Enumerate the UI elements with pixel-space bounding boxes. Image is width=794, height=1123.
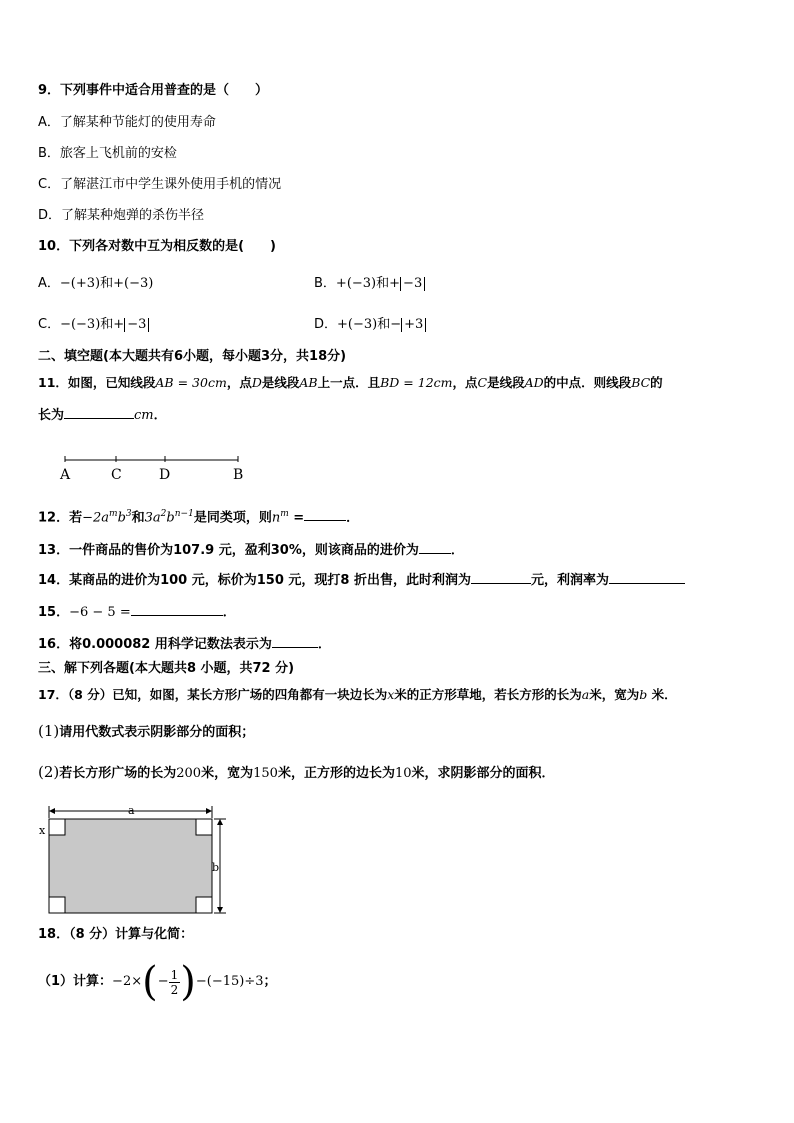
option-label: A． xyxy=(38,276,60,291)
math-expression: 3a xyxy=(144,510,161,526)
q9-stem: 9．下列事件中适合用普查的是（ ） xyxy=(38,83,269,98)
side-label-x: x xyxy=(39,824,46,837)
math-expression: −(+3) xyxy=(59,276,101,291)
q16-stem xyxy=(38,635,331,653)
exponent: m xyxy=(109,509,118,519)
answer-blank[interactable] xyxy=(64,406,134,419)
q12-text: ． xyxy=(346,510,360,526)
q17-text: 米，宽为 xyxy=(589,687,640,702)
connector-text: 和 xyxy=(100,317,114,332)
q11-text: ． xyxy=(153,408,167,423)
q17-text: 请用代数式表示阴影部分的面积； xyxy=(59,725,255,740)
point-label-c: C xyxy=(111,467,122,483)
math-expression: +(−3) xyxy=(335,276,377,291)
q12-text: = xyxy=(288,510,305,526)
math-expression: D xyxy=(251,375,262,390)
corner-square-bottom-left xyxy=(49,897,65,913)
q14-text: 14．某商品的进价为100 元，标价为150 元，现打8 折出售，此时利润为 xyxy=(38,573,471,588)
q10-option-a xyxy=(38,276,153,292)
left-paren: ( xyxy=(142,959,158,1005)
q11-text: 上一点．且 xyxy=(317,375,381,390)
math-expression: C xyxy=(477,375,488,390)
absolute-value: −3 xyxy=(124,318,149,332)
math-expression: AD xyxy=(524,375,544,390)
q10-option-d xyxy=(314,317,426,333)
section-heading-solve: 三、解下列各题(本大题共8 小题，共72 分) xyxy=(38,661,295,676)
math-expression: −2× xyxy=(112,974,143,989)
q11-answer-line xyxy=(38,406,167,424)
connector-text: 和 xyxy=(377,317,391,332)
q10-option-c xyxy=(38,317,149,333)
absolute-value: +3 xyxy=(401,318,426,332)
q11-text: 的 xyxy=(650,375,663,390)
option-label: D． xyxy=(314,317,338,332)
width-label-b: b xyxy=(212,861,220,874)
math-expression: +(−3) xyxy=(113,276,154,291)
math-expression: −2a xyxy=(82,510,110,526)
answer-blank[interactable] xyxy=(131,603,223,616)
rectangle-square-figure xyxy=(36,800,236,920)
connector-text: 和 xyxy=(376,276,390,291)
math-expression: −(−3) xyxy=(60,317,101,332)
q18-stem: 18．（8 分）计算与化简： xyxy=(38,927,194,942)
number-value: 150 xyxy=(253,766,278,781)
q12-text: 是同类项，则 xyxy=(193,510,272,526)
math-expression: +(−3) xyxy=(337,317,378,332)
math-expression: b xyxy=(117,510,126,526)
q17-text: 17．（8 分）已知，如图，某长方形广场的四角都有一块边长为 xyxy=(38,687,388,702)
q15-text: ． xyxy=(222,605,236,620)
q10-option-b xyxy=(314,276,425,292)
math-expression: n xyxy=(271,510,281,526)
q13-text: ． xyxy=(450,543,464,558)
math-expression: b xyxy=(166,510,175,526)
q17-text: 米的正方形草地，若长方形的长为 xyxy=(394,687,582,702)
answer-blank[interactable] xyxy=(609,571,685,584)
exponent: n−1 xyxy=(174,509,194,519)
option-label: B． xyxy=(314,276,336,291)
connector-text: 和 xyxy=(100,276,114,291)
q11-stem xyxy=(38,375,663,391)
q17-part1 xyxy=(38,723,254,741)
q15-stem xyxy=(38,603,236,621)
q18-text: ； xyxy=(263,974,277,989)
sign: + xyxy=(389,276,401,291)
q13-text: 13．一件商品的售价为107.9 元，盈利30%，则该商品的进价为 xyxy=(38,543,419,558)
q11-text: ，点 xyxy=(452,375,478,390)
math-sign: − xyxy=(157,974,169,989)
exponent: 3 xyxy=(125,509,132,519)
corner-square-top-left xyxy=(49,819,65,835)
q17-text: 米，正方形的边长为 xyxy=(277,766,395,781)
section-heading-fill-in: 二、填空题(本大题共有6小题，每小题3分，共18分) xyxy=(38,349,347,364)
point-label-d: D xyxy=(159,467,171,483)
option-label: C． xyxy=(38,317,61,332)
q17-stem xyxy=(38,687,677,703)
math-expression: −6 − 5 = xyxy=(69,605,131,620)
q12-text: 和 xyxy=(131,510,145,526)
q17-text: 米． xyxy=(647,687,677,702)
q9-option-d: D．了解某种炮弹的杀伤半径 xyxy=(38,208,205,223)
q16-text: ． xyxy=(317,637,331,652)
q9-option-a: A．了解某种节能灯的使用寿命 xyxy=(38,115,216,130)
point-label-a: A xyxy=(60,467,71,483)
right-paren: ) xyxy=(180,959,196,1005)
part-number: (2) xyxy=(38,763,60,781)
math-variable: a xyxy=(581,687,590,702)
shaded-rectangle xyxy=(49,819,212,913)
exponent: m xyxy=(280,509,289,519)
q17-text: 米，宽为 xyxy=(201,766,254,781)
q10-stem: 10．下列各对数中互为相反数的是( ) xyxy=(38,239,276,254)
q15-text: 15． xyxy=(38,605,70,620)
number-value: 200 xyxy=(176,766,202,781)
q12-stem xyxy=(38,506,359,526)
sign: − xyxy=(390,317,402,332)
math-expression: BD = 12cm xyxy=(380,375,453,390)
q11-text: ，点 xyxy=(226,375,252,390)
q17-text: 若长方形广场的长为 xyxy=(59,766,177,781)
q11-text: 是线段 xyxy=(261,375,300,390)
q11-text: 长为 xyxy=(38,408,65,423)
answer-blank[interactable] xyxy=(419,541,451,554)
math-variable: b xyxy=(639,687,648,702)
q13-stem xyxy=(38,541,464,559)
q14-text: 元，利润率为 xyxy=(531,573,610,588)
number-value: 10 xyxy=(394,766,412,781)
math-expression: AB xyxy=(299,375,318,390)
exponent: 2 xyxy=(160,509,167,519)
unit-label: cm xyxy=(134,408,154,423)
q18-text: （1）计算： xyxy=(38,974,113,989)
q17-text: 米，求阴影部分的面积． xyxy=(411,766,555,781)
answer-blank[interactable] xyxy=(304,508,346,521)
length-label-a: a xyxy=(128,804,135,817)
q9-option-c: C．了解湛江市中学生课外使用手机的情况 xyxy=(38,177,282,192)
q9-option-b: B．旅客上飞机前的安检 xyxy=(38,146,177,161)
q14-stem xyxy=(38,571,685,589)
math-variable: x xyxy=(387,687,395,702)
math-expression: (−15)÷3 xyxy=(206,974,264,989)
q11-text: 11．如图，已知线段 xyxy=(38,375,156,390)
q16-text: 16．将0.000082 用科学记数法表示为 xyxy=(38,637,272,652)
q12-text: 12．若 xyxy=(38,510,83,526)
corner-square-bottom-right xyxy=(196,897,212,913)
absolute-value: −3 xyxy=(400,277,425,291)
point-label-b: B xyxy=(233,467,244,483)
sign: + xyxy=(113,317,125,332)
fraction-numerator: 1 xyxy=(170,967,179,982)
fraction xyxy=(169,968,181,997)
q18-part1 xyxy=(38,960,277,1004)
q17-part2 xyxy=(38,764,555,782)
part-number: (1) xyxy=(38,722,60,740)
q11-text: 的中点．则线段 xyxy=(543,375,632,390)
q11-text: 是线段 xyxy=(487,375,525,390)
math-expression: AB = 30cm xyxy=(155,375,227,390)
fraction-denominator: 2 xyxy=(170,982,179,997)
segment-diagram xyxy=(55,450,255,486)
corner-square-top-right xyxy=(196,819,212,835)
answer-blank[interactable] xyxy=(272,635,318,648)
answer-blank[interactable] xyxy=(471,571,531,584)
math-expression: BC xyxy=(631,375,651,390)
math-sign: − xyxy=(195,974,207,989)
